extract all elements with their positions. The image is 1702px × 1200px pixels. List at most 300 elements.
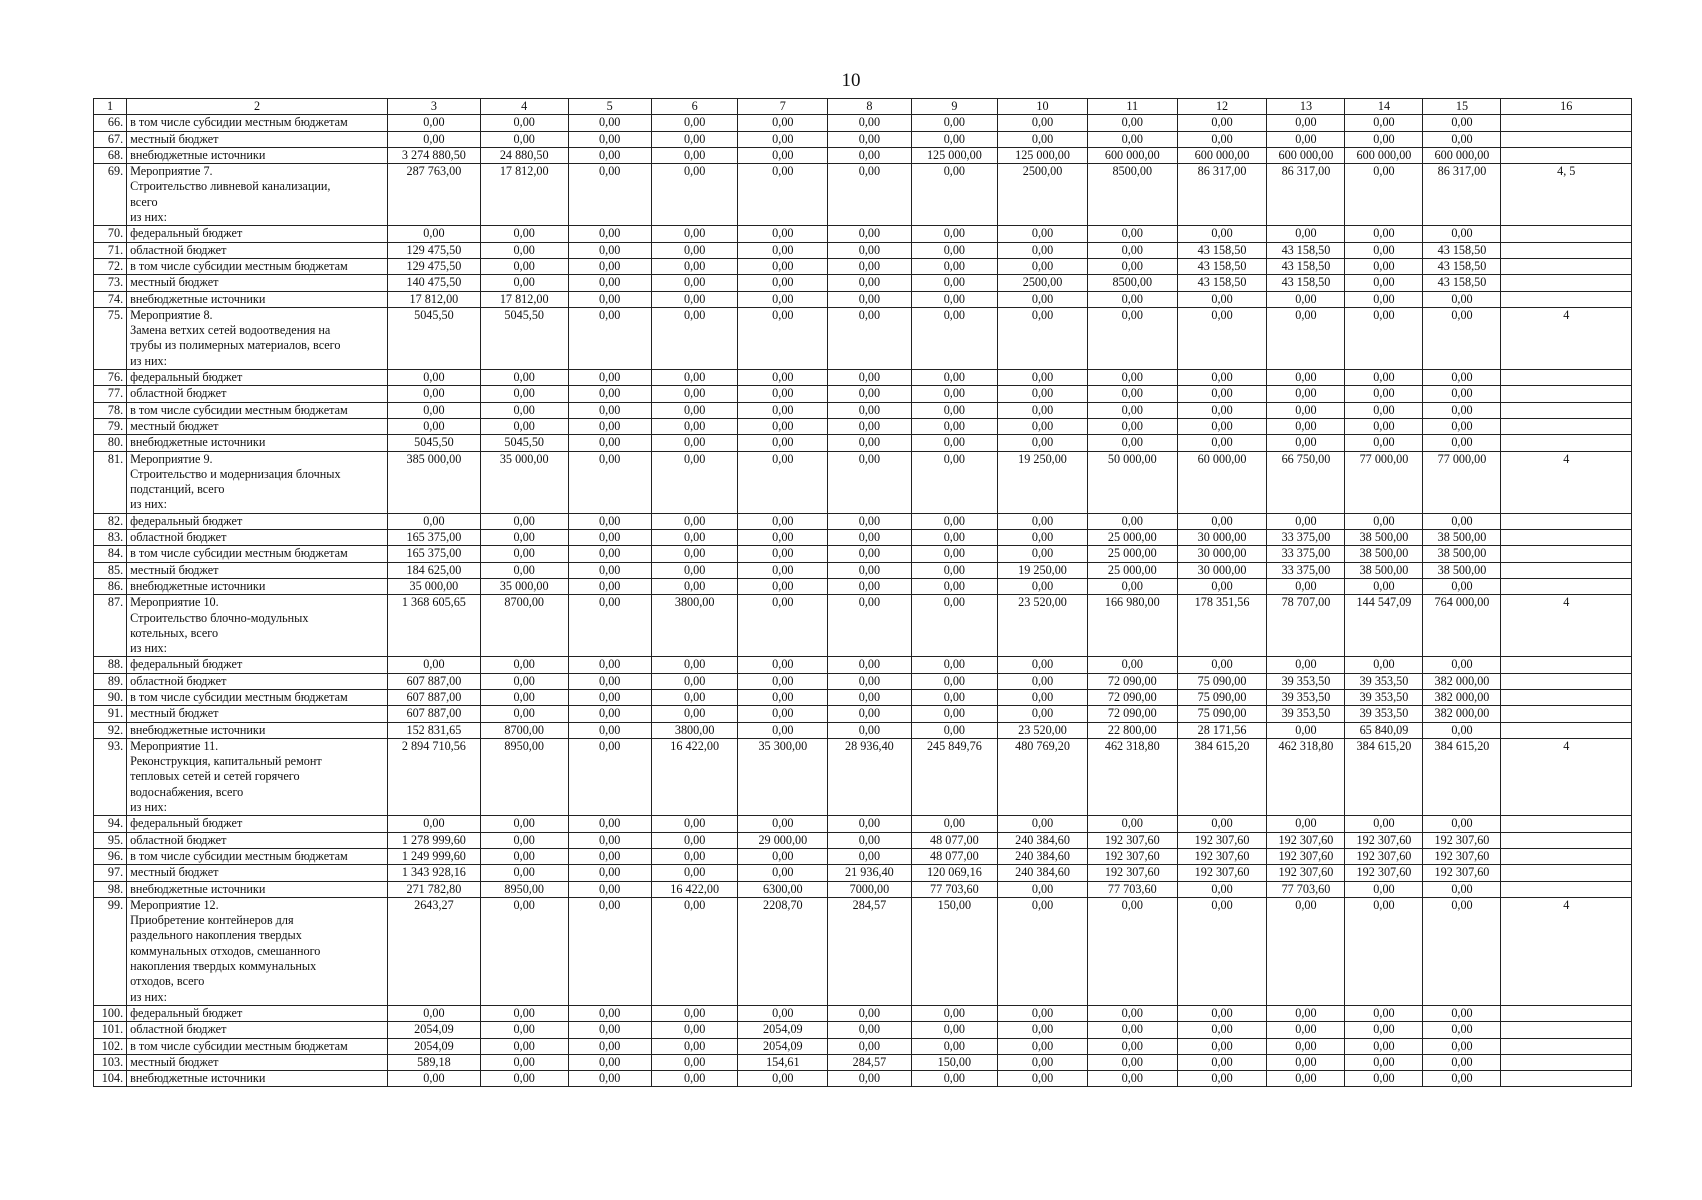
value-cell: 0,00 (1087, 258, 1177, 274)
value-cell: 0,00 (1423, 402, 1501, 418)
value-cell: 0,00 (568, 1038, 651, 1054)
value-cell: 1 278 999,60 (387, 832, 480, 848)
row-name-line: из них: (130, 641, 168, 656)
value-cell: 0,00 (387, 131, 480, 147)
row-name-line: местный бюджет (130, 865, 219, 880)
value-cell: 0,00 (828, 816, 911, 832)
value-cell: 0,00 (828, 1022, 911, 1038)
value-cell: 0,00 (1087, 897, 1177, 1005)
row-number: 86. (94, 578, 127, 594)
value-cell: 0,00 (480, 258, 568, 274)
value-cell: 0,00 (998, 258, 1088, 274)
value-cell: 0,00 (911, 115, 998, 131)
value-cell: 192 307,60 (1345, 865, 1423, 881)
row-name-line: из них: (130, 497, 168, 512)
value-cell: 0,00 (480, 275, 568, 291)
table-row (94, 386, 1632, 402)
value-cell: 0,00 (998, 1071, 1088, 1087)
value-cell: 0,00 (568, 706, 651, 722)
value-cell: 43 158,50 (1177, 258, 1267, 274)
value-cell: 0,00 (911, 816, 998, 832)
note-cell (1501, 865, 1632, 881)
value-cell: 0,00 (1423, 722, 1501, 738)
row-name-line: Реконструкция, капитальный ремонт (130, 754, 322, 769)
value-cell: 1 368 605,65 (387, 595, 480, 657)
value-cell: 19 250,00 (998, 562, 1088, 578)
value-cell: 0,00 (1345, 435, 1423, 451)
row-name-line: внебюджетные источники (130, 578, 266, 593)
row-name-cell (127, 275, 388, 291)
value-cell: 0,00 (738, 258, 828, 274)
row-name-line: раздельного накопления твердых (130, 928, 302, 943)
value-cell: 0,00 (651, 673, 738, 689)
note-cell (1501, 848, 1632, 864)
value-cell: 0,00 (1267, 386, 1345, 402)
value-cell: 0,00 (998, 402, 1088, 418)
table-row (94, 848, 1632, 864)
value-cell: 0,00 (1423, 307, 1501, 369)
value-cell: 0,00 (568, 370, 651, 386)
row-name-line: областной бюджет (130, 530, 227, 545)
value-cell: 0,00 (651, 1038, 738, 1054)
value-cell: 0,00 (480, 402, 568, 418)
value-cell: 0,00 (1267, 435, 1345, 451)
value-cell: 178 351,56 (1177, 595, 1267, 657)
value-cell: 0,00 (998, 546, 1088, 562)
row-name-line: Строительство блочно-модульных (130, 610, 309, 625)
row-name-cell (127, 848, 388, 864)
value-cell: 0,00 (1345, 1005, 1423, 1021)
row-number: 89. (94, 673, 127, 689)
value-cell: 0,00 (1087, 1071, 1177, 1087)
value-cell: 0,00 (1267, 370, 1345, 386)
row-name-cell (127, 738, 388, 815)
value-cell: 0,00 (911, 131, 998, 147)
value-cell: 2054,09 (387, 1022, 480, 1038)
column-header: 12 (1177, 99, 1267, 115)
row-name-cell (127, 370, 388, 386)
value-cell: 33 375,00 (1267, 530, 1345, 546)
value-cell: 0,00 (1267, 1054, 1345, 1070)
value-cell: 0,00 (1087, 370, 1177, 386)
value-cell: 8700,00 (480, 722, 568, 738)
row-name-line: накопления твердых коммунальных (130, 959, 317, 974)
value-cell: 0,00 (1177, 386, 1267, 402)
value-cell: 65 840,09 (1345, 722, 1423, 738)
note-cell (1501, 435, 1632, 451)
value-cell: 0,00 (828, 131, 911, 147)
row-number: 71. (94, 242, 127, 258)
column-header: 3 (387, 99, 480, 115)
row-name-line: внебюджетные источники (130, 1071, 266, 1086)
value-cell: 0,00 (1087, 386, 1177, 402)
value-cell: 25 000,00 (1087, 530, 1177, 546)
value-cell: 43 158,50 (1423, 275, 1501, 291)
row-name-line: внебюджетные источники (130, 435, 266, 450)
value-cell: 0,00 (738, 1005, 828, 1021)
value-cell: 0,00 (738, 673, 828, 689)
value-cell: 154,61 (738, 1054, 828, 1070)
value-cell: 0,00 (911, 258, 998, 274)
value-cell: 0,00 (911, 164, 998, 226)
table-row (94, 673, 1632, 689)
value-cell: 0,00 (1087, 435, 1177, 451)
value-cell: 0,00 (387, 402, 480, 418)
note-cell (1501, 258, 1632, 274)
value-cell: 1 343 928,16 (387, 865, 480, 881)
table-row (94, 722, 1632, 738)
value-cell: 0,00 (1267, 402, 1345, 418)
value-cell: 0,00 (828, 689, 911, 705)
row-name-cell (127, 657, 388, 673)
value-cell: 0,00 (568, 115, 651, 131)
row-name-line: из них: (130, 353, 168, 368)
value-cell: 5045,50 (387, 307, 480, 369)
value-cell: 192 307,60 (1345, 848, 1423, 864)
table-row (94, 881, 1632, 897)
table-row (94, 546, 1632, 562)
note-cell (1501, 881, 1632, 897)
value-cell: 129 475,50 (387, 258, 480, 274)
value-cell: 0,00 (911, 435, 998, 451)
value-cell: 0,00 (911, 275, 998, 291)
value-cell: 0,00 (738, 513, 828, 529)
value-cell: 0,00 (480, 657, 568, 673)
column-header-row (94, 99, 1632, 115)
value-cell: 0,00 (1423, 578, 1501, 594)
table-row (94, 435, 1632, 451)
value-cell: 0,00 (828, 832, 911, 848)
value-cell: 0,00 (480, 513, 568, 529)
value-cell: 0,00 (738, 865, 828, 881)
value-cell: 0,00 (1087, 1038, 1177, 1054)
value-cell: 0,00 (828, 307, 911, 369)
note-cell (1501, 562, 1632, 578)
value-cell: 166 980,00 (1087, 595, 1177, 657)
value-cell: 0,00 (568, 546, 651, 562)
value-cell: 0,00 (738, 147, 828, 163)
value-cell: 8500,00 (1087, 275, 1177, 291)
value-cell: 240 384,60 (998, 832, 1088, 848)
table-row (94, 657, 1632, 673)
table-row (94, 1071, 1632, 1087)
row-name-cell (127, 722, 388, 738)
value-cell: 43 158,50 (1267, 258, 1345, 274)
value-cell: 0,00 (1345, 1022, 1423, 1038)
value-cell: 0,00 (568, 865, 651, 881)
row-number: 95. (94, 832, 127, 848)
value-cell: 0,00 (651, 370, 738, 386)
row-number: 90. (94, 689, 127, 705)
value-cell: 0,00 (911, 546, 998, 562)
row-name-cell (127, 131, 388, 147)
value-cell: 0,00 (1423, 513, 1501, 529)
value-cell: 0,00 (738, 164, 828, 226)
value-cell: 48 077,00 (911, 832, 998, 848)
value-cell: 0,00 (911, 418, 998, 434)
value-cell: 0,00 (651, 226, 738, 242)
value-cell: 75 090,00 (1177, 673, 1267, 689)
table-row (94, 530, 1632, 546)
value-cell: 0,00 (738, 722, 828, 738)
value-cell: 19 250,00 (998, 451, 1088, 513)
row-number: 104. (94, 1071, 127, 1087)
value-cell: 0,00 (480, 816, 568, 832)
value-cell: 6300,00 (738, 881, 828, 897)
value-cell: 0,00 (387, 513, 480, 529)
value-cell: 0,00 (568, 418, 651, 434)
note-cell (1501, 1005, 1632, 1021)
note-cell (1501, 689, 1632, 705)
value-cell: 0,00 (911, 673, 998, 689)
value-cell: 0,00 (828, 435, 911, 451)
row-number: 99. (94, 897, 127, 1005)
value-cell: 0,00 (828, 673, 911, 689)
value-cell: 0,00 (738, 562, 828, 578)
row-name-cell (127, 562, 388, 578)
value-cell: 0,00 (1177, 578, 1267, 594)
value-cell: 607 887,00 (387, 706, 480, 722)
row-number: 75. (94, 307, 127, 369)
row-number: 91. (94, 706, 127, 722)
value-cell: 120 069,16 (911, 865, 998, 881)
value-cell: 0,00 (998, 226, 1088, 242)
note-cell (1501, 578, 1632, 594)
value-cell: 0,00 (1267, 291, 1345, 307)
value-cell: 17 812,00 (480, 164, 568, 226)
value-cell: 0,00 (1345, 291, 1423, 307)
value-cell: 2 894 710,56 (387, 738, 480, 815)
row-name-cell (127, 258, 388, 274)
value-cell: 0,00 (1423, 897, 1501, 1005)
value-cell: 0,00 (738, 226, 828, 242)
note-cell (1501, 1022, 1632, 1038)
value-cell: 0,00 (998, 816, 1088, 832)
value-cell: 0,00 (651, 816, 738, 832)
value-cell: 0,00 (651, 865, 738, 881)
value-cell: 0,00 (480, 370, 568, 386)
value-cell: 0,00 (738, 115, 828, 131)
value-cell: 0,00 (1177, 816, 1267, 832)
value-cell: 287 763,00 (387, 164, 480, 226)
value-cell: 8500,00 (1087, 164, 1177, 226)
value-cell: 0,00 (651, 258, 738, 274)
value-cell: 0,00 (828, 848, 911, 864)
value-cell: 0,00 (738, 689, 828, 705)
value-cell: 43 158,50 (1423, 258, 1501, 274)
column-header: 1 (94, 99, 127, 115)
value-cell: 0,00 (998, 881, 1088, 897)
value-cell: 0,00 (480, 530, 568, 546)
value-cell: 0,00 (738, 402, 828, 418)
value-cell: 17 812,00 (387, 291, 480, 307)
value-cell: 192 307,60 (1423, 832, 1501, 848)
row-name-cell (127, 147, 388, 163)
row-number: 74. (94, 291, 127, 307)
value-cell: 66 750,00 (1267, 451, 1345, 513)
value-cell: 0,00 (1423, 435, 1501, 451)
table-body (94, 115, 1632, 1087)
value-cell: 0,00 (998, 657, 1088, 673)
value-cell: 0,00 (998, 1022, 1088, 1038)
column-header: 15 (1423, 99, 1501, 115)
table-row (94, 513, 1632, 529)
value-cell: 0,00 (828, 1071, 911, 1087)
value-cell: 600 000,00 (1177, 147, 1267, 163)
row-number: 97. (94, 865, 127, 881)
page-number: 10 (841, 70, 861, 91)
value-cell: 152 831,65 (387, 722, 480, 738)
value-cell: 0,00 (1087, 402, 1177, 418)
value-cell: 0,00 (568, 1005, 651, 1021)
value-cell: 30 000,00 (1177, 562, 1267, 578)
value-cell: 0,00 (828, 226, 911, 242)
value-cell: 0,00 (1423, 386, 1501, 402)
column-header: 14 (1345, 99, 1423, 115)
value-cell: 0,00 (911, 1022, 998, 1038)
row-number: 70. (94, 226, 127, 242)
value-cell: 38 500,00 (1345, 546, 1423, 562)
value-cell: 0,00 (1177, 291, 1267, 307)
value-cell: 0,00 (828, 370, 911, 386)
value-cell: 0,00 (911, 1005, 998, 1021)
value-cell: 0,00 (651, 657, 738, 673)
value-cell: 0,00 (1267, 578, 1345, 594)
row-name-cell (127, 386, 388, 402)
value-cell: 462 318,80 (1087, 738, 1177, 815)
value-cell: 384 615,20 (1177, 738, 1267, 815)
value-cell: 28 171,56 (1177, 722, 1267, 738)
value-cell: 0,00 (1423, 115, 1501, 131)
value-cell: 0,00 (998, 1038, 1088, 1054)
value-cell: 0,00 (828, 1005, 911, 1021)
value-cell: 22 800,00 (1087, 722, 1177, 738)
value-cell: 0,00 (480, 897, 568, 1005)
value-cell: 0,00 (828, 451, 911, 513)
value-cell: 0,00 (1177, 1022, 1267, 1038)
value-cell: 0,00 (1087, 291, 1177, 307)
row-name-line: Замена ветхих сетей водоотведения на (130, 323, 331, 338)
value-cell: 0,00 (998, 513, 1088, 529)
note-cell (1501, 1071, 1632, 1087)
value-cell: 192 307,60 (1267, 865, 1345, 881)
value-cell: 0,00 (480, 115, 568, 131)
value-cell: 0,00 (651, 1071, 738, 1087)
value-cell: 0,00 (738, 275, 828, 291)
note-cell: 4 (1501, 595, 1632, 657)
value-cell: 0,00 (1177, 435, 1267, 451)
value-cell: 0,00 (568, 1054, 651, 1070)
value-cell: 0,00 (1267, 307, 1345, 369)
row-name-line: тепловых сетей и сетей горячего (130, 769, 300, 784)
value-cell: 192 307,60 (1345, 832, 1423, 848)
value-cell: 0,00 (998, 307, 1088, 369)
row-name-line: подстанций, всего (130, 482, 225, 497)
row-name-line: внебюджетные источники (130, 291, 266, 306)
value-cell: 77 703,60 (911, 881, 998, 897)
value-cell: 0,00 (1087, 1022, 1177, 1038)
value-cell: 0,00 (1267, 722, 1345, 738)
value-cell: 125 000,00 (998, 147, 1088, 163)
note-cell (1501, 147, 1632, 163)
value-cell: 0,00 (998, 370, 1088, 386)
row-number: 96. (94, 848, 127, 864)
table-row (94, 562, 1632, 578)
value-cell: 0,00 (480, 386, 568, 402)
note-cell (1501, 370, 1632, 386)
value-cell: 0,00 (1423, 1022, 1501, 1038)
value-cell: 48 077,00 (911, 848, 998, 864)
note-cell (1501, 722, 1632, 738)
row-name-line: водоснабжения, всего (130, 784, 244, 799)
value-cell: 0,00 (1267, 513, 1345, 529)
row-name-cell (127, 242, 388, 258)
value-cell: 240 384,60 (998, 865, 1088, 881)
note-cell (1501, 816, 1632, 832)
value-cell: 0,00 (1423, 226, 1501, 242)
value-cell: 0,00 (480, 1071, 568, 1087)
value-cell: 0,00 (651, 242, 738, 258)
value-cell: 35 300,00 (738, 738, 828, 815)
value-cell: 0,00 (568, 578, 651, 594)
value-cell: 0,00 (998, 897, 1088, 1005)
value-cell: 144 547,09 (1345, 595, 1423, 657)
row-name-line: в том числе субсидии местным бюджетам (130, 115, 348, 130)
table-row (94, 738, 1632, 815)
row-name-line: областной бюджет (130, 673, 227, 688)
value-cell: 0,00 (1267, 1071, 1345, 1087)
value-cell: 0,00 (1345, 226, 1423, 242)
value-cell: 0,00 (828, 275, 911, 291)
value-cell: 0,00 (738, 578, 828, 594)
value-cell: 0,00 (568, 402, 651, 418)
row-name-line: местный бюджет (130, 131, 219, 146)
value-cell: 0,00 (911, 706, 998, 722)
value-cell: 0,00 (1423, 1005, 1501, 1021)
value-cell: 0,00 (1345, 418, 1423, 434)
row-number: 101. (94, 1022, 127, 1038)
value-cell: 0,00 (568, 386, 651, 402)
value-cell: 39 353,50 (1267, 706, 1345, 722)
value-cell: 0,00 (828, 578, 911, 594)
value-cell: 0,00 (998, 435, 1088, 451)
value-cell: 165 375,00 (387, 546, 480, 562)
note-cell (1501, 673, 1632, 689)
value-cell: 0,00 (828, 258, 911, 274)
row-name-line: в том числе субсидии местным бюджетам (130, 258, 348, 273)
value-cell: 0,00 (998, 673, 1088, 689)
value-cell: 0,00 (998, 1054, 1088, 1070)
table-row (94, 832, 1632, 848)
row-name-line: местный бюджет (130, 418, 219, 433)
value-cell: 192 307,60 (1423, 848, 1501, 864)
value-cell: 0,00 (738, 291, 828, 307)
value-cell: 0,00 (1345, 897, 1423, 1005)
row-name-line: федеральный бюджет (130, 1005, 243, 1020)
row-name-line: Мероприятие 9. (130, 451, 213, 466)
value-cell: 0,00 (568, 881, 651, 897)
value-cell: 2054,09 (387, 1038, 480, 1054)
value-cell: 0,00 (911, 370, 998, 386)
row-name-line: Приобретение контейнеров для (130, 913, 294, 928)
value-cell: 0,00 (480, 706, 568, 722)
value-cell: 0,00 (1423, 291, 1501, 307)
row-name-cell (127, 513, 388, 529)
value-cell: 0,00 (1345, 1038, 1423, 1054)
row-name-line: Строительство и модернизация блочных (130, 466, 341, 481)
value-cell: 607 887,00 (387, 689, 480, 705)
value-cell: 0,00 (998, 115, 1088, 131)
